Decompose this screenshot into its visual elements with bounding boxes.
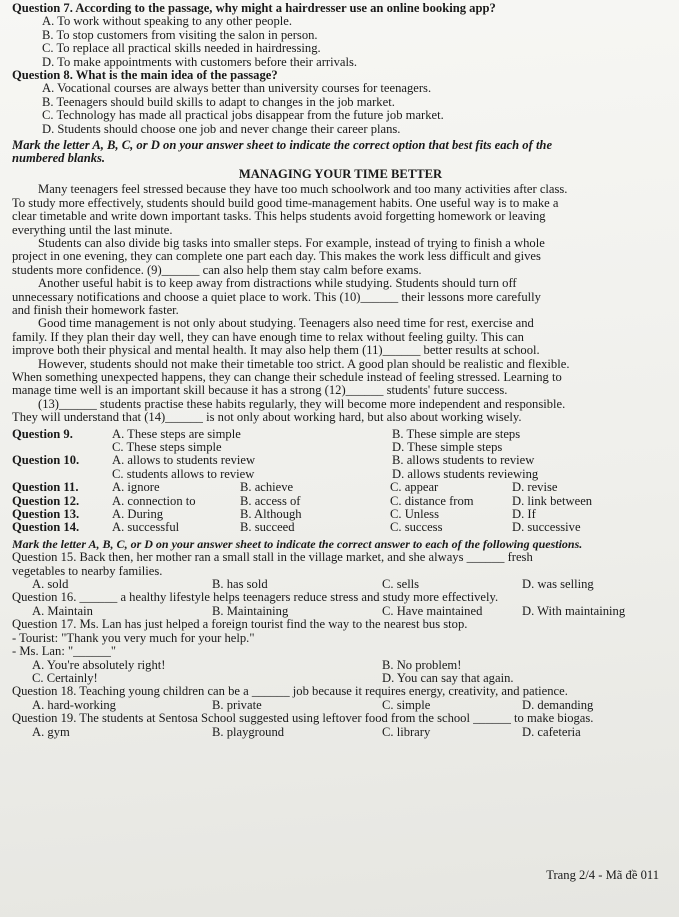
passage-line: When something unexpected happens, they can change their schedule instead of feeling stressed. Learning to bbox=[12, 370, 562, 384]
question-15-stem-2: vegetables to nearby families. bbox=[12, 564, 163, 578]
question-14-option-d: D. successive bbox=[512, 520, 581, 535]
question-17-options-1 bbox=[12, 659, 669, 672]
question-18-option-d: D. demanding bbox=[522, 697, 594, 712]
question-9-label: Question 9. bbox=[12, 426, 73, 441]
question-10-option-a: A. allows to students review bbox=[112, 453, 256, 468]
question-11-label: Question 11. bbox=[12, 480, 79, 495]
question-8-option-b: B. Teenagers should build skills to adapt to changes in the job market. bbox=[42, 95, 395, 109]
page-footer: Trang 2/4 - Mã đề 011 bbox=[546, 867, 659, 882]
question-17-option-a: A. You're absolutely right! bbox=[32, 657, 166, 672]
question-8-option-a: A. Vocational courses are always better than university courses for teenagers. bbox=[42, 82, 432, 96]
instruction-cloze-line-2: numbered blanks. bbox=[12, 152, 106, 166]
question-9-row-1 bbox=[12, 428, 669, 441]
question-7-option-d: D. To make appointments with customers before their arrivals. bbox=[42, 55, 358, 69]
question-14-option-b: B. succeed bbox=[240, 520, 295, 535]
question-16-option-a: A. Maintain bbox=[32, 603, 93, 618]
question-7-option-b: B. To stop customers from visiting the salon in person. bbox=[42, 28, 318, 42]
question-16-option-d: D. With maintaining bbox=[522, 603, 626, 618]
question-17-option-d: D. You can say that again. bbox=[382, 670, 514, 685]
passage-line: students more confidence. (9)______ can also help them stay calm before exams. bbox=[12, 263, 422, 277]
question-19-option-b: B. playground bbox=[212, 724, 285, 739]
question-12-option-a: A. connection to bbox=[112, 493, 196, 508]
question-10-option-b: B. allows students to review bbox=[392, 453, 535, 468]
question-14-option-c: C. success bbox=[390, 520, 443, 535]
question-13-row bbox=[12, 508, 669, 521]
question-12-label: Question 12. bbox=[12, 493, 80, 508]
question-10-row-2 bbox=[12, 468, 669, 481]
question-18-options bbox=[12, 699, 669, 712]
question-19-options bbox=[12, 726, 669, 739]
question-13-option-d: D. If bbox=[512, 507, 536, 522]
question-16-option-c: C. Have maintained bbox=[382, 603, 483, 618]
question-19-option-c: C. library bbox=[382, 724, 431, 739]
question-9-row-2 bbox=[12, 441, 669, 454]
cloze-options bbox=[12, 428, 669, 535]
passage-line: clear timetable and write down important tasks. This helps students avoid forgetting homework or leaving bbox=[12, 210, 546, 224]
question-15 bbox=[12, 551, 669, 591]
passage-title: MANAGING YOUR TIME BETTER bbox=[238, 166, 443, 181]
question-9-option-a: A. These steps are simple bbox=[112, 426, 241, 441]
question-8-option-d: D. Students should choose one job and never change their career plans. bbox=[42, 122, 401, 136]
question-12-row bbox=[12, 495, 669, 508]
question-8-stem: Question 8. What is the main idea of the passage? bbox=[12, 69, 278, 83]
passage-line: Students can also divide big tasks into smaller steps. For example, instead of trying to finish a whole bbox=[38, 236, 545, 250]
question-9-option-d: D. These simple steps bbox=[392, 440, 503, 454]
question-19 bbox=[12, 712, 669, 739]
question-17-options-2 bbox=[12, 672, 669, 685]
question-15-option-c: C. sells bbox=[382, 577, 420, 592]
passage-line: Another useful habit is to keep away from distractions while studying. Students should turn off bbox=[38, 277, 517, 291]
question-8-option-c: C. Technology has made all practical jobs disappear from the future job market. bbox=[42, 109, 444, 123]
question-9-option-b: B. These simple are steps bbox=[392, 426, 521, 441]
question-16-option-b: B. Maintaining bbox=[212, 603, 289, 618]
question-14-option-a: A. successful bbox=[112, 520, 180, 535]
question-18-option-b: B. private bbox=[212, 697, 262, 712]
question-7-option-a: A. To work without speaking to any other people. bbox=[42, 15, 293, 29]
passage-line: and finish their homework faster. bbox=[12, 303, 179, 317]
question-7-option-c: C. To replace all practical skills needed in hairdressing. bbox=[42, 42, 321, 56]
passage-line: unnecessary notifications and choose a quiet place to work. This (10)______ their lessons more carefully bbox=[12, 290, 541, 304]
question-11-option-c: C. appear bbox=[390, 480, 439, 495]
instruction-questions: Mark the letter A, B, C, or D on your answer sheet to indicate the correct answer to each of the following questions. bbox=[12, 537, 583, 551]
question-17-tourist-line: - Tourist: "Thank you very much for your help." bbox=[12, 631, 255, 645]
question-10-option-d: D. allows students reviewing bbox=[392, 466, 539, 481]
passage-body bbox=[12, 183, 669, 424]
question-11-option-d: D. revise bbox=[512, 480, 558, 495]
question-7 bbox=[12, 2, 669, 69]
question-19-option-d: D. cafeteria bbox=[522, 724, 581, 739]
passage-line: project in one evening, they can complete one part each day. This makes the work less difficult and gives bbox=[12, 250, 541, 264]
question-13-option-b: B. Although bbox=[240, 507, 302, 522]
passage-line: Many teenagers feel stressed because they have too much schoolwork and too many activities after class. bbox=[38, 183, 568, 197]
question-14-row bbox=[12, 521, 669, 534]
question-19-stem: Question 19. The students at Sentosa School suggested using leftover food from the school ______ to make biogas. bbox=[12, 712, 594, 726]
question-17-option-b: B. No problem! bbox=[382, 657, 462, 672]
question-15-option-d: D. was selling bbox=[522, 577, 594, 592]
question-13-option-c: C. Unless bbox=[390, 507, 439, 522]
question-10-row-1 bbox=[12, 454, 669, 467]
question-12-option-b: B. access of bbox=[240, 493, 301, 508]
question-17-option-c: C. Certainly! bbox=[32, 670, 98, 685]
question-16-stem: Question 16. ______ a healthy lifestyle helps teenagers reduce stress and study more effectively. bbox=[12, 591, 499, 605]
passage-line: However, students should not make their timetable too strict. A good plan should be realistic and flexible. bbox=[38, 357, 570, 371]
passage-line: To study more effectively, students should build good time-management habits. One useful way is to make a bbox=[12, 196, 559, 210]
passage-line: They will understand that (14)______ is not only about working hard, but also about working wisely. bbox=[12, 411, 522, 425]
question-7-stem: Question 7. According to the passage, why might a hairdresser use an online booking app? bbox=[12, 2, 496, 15]
question-16 bbox=[12, 591, 669, 618]
question-18-stem: Question 18. Teaching young children can be a ______ job because it requires energy, creativity, and patience. bbox=[12, 685, 568, 699]
passage-line: improve both their physical and mental health. It may also help them (11)______ better results at school. bbox=[12, 344, 540, 358]
instruction-cloze-line-1: Mark the letter A, B, C, or D on your answer sheet to indicate the correct option that best fits each of the bbox=[12, 139, 553, 153]
question-18-option-a: A. hard-working bbox=[32, 697, 116, 712]
question-15-option-b: B. has sold bbox=[212, 577, 268, 592]
question-17 bbox=[12, 618, 669, 685]
passage-line: manage time well is an important skill because it has a strong (12)______ students' future success. bbox=[12, 384, 508, 398]
question-11-option-a: A. ignore bbox=[112, 480, 160, 495]
question-10-label: Question 10. bbox=[12, 453, 80, 468]
question-8 bbox=[12, 69, 669, 136]
question-16-options bbox=[12, 605, 669, 618]
question-15-stem-1: Question 15. Back then, her mother ran a small stall in the village market, and she always ______ fresh bbox=[12, 551, 533, 565]
question-14-label: Question 14. bbox=[12, 520, 80, 535]
question-18 bbox=[12, 685, 669, 712]
question-11-option-b: B. achieve bbox=[240, 480, 294, 495]
question-10-option-c: C. students allows to review bbox=[112, 466, 255, 481]
question-19-option-a: A. gym bbox=[32, 724, 70, 739]
question-13-label: Question 13. bbox=[12, 507, 80, 522]
passage-line: family. If they plan their day well, they can have enough time to relax without feeling guilty. This can bbox=[12, 330, 524, 344]
question-15-options bbox=[12, 578, 669, 591]
question-17-lan-line: - Ms. Lan: "______" bbox=[12, 645, 117, 659]
question-12-option-d: D. link between bbox=[512, 493, 593, 508]
question-18-option-c: C. simple bbox=[382, 697, 431, 712]
question-9-option-c: C. These steps simple bbox=[112, 440, 222, 454]
question-12-option-c: C. distance from bbox=[390, 493, 474, 508]
passage-line: Good time management is not only about studying. Teenagers also need time for rest, exercise and bbox=[38, 317, 534, 331]
question-13-option-a: A. During bbox=[112, 507, 164, 522]
passage-line: everything until the last minute. bbox=[12, 223, 173, 237]
question-15-option-a: A. sold bbox=[32, 577, 69, 592]
question-11-row bbox=[12, 481, 669, 494]
question-17-stem: Question 17. Ms. Lan has just helped a foreign tourist find the way to the nearest bus stop. bbox=[12, 618, 468, 632]
passage-line: (13)______ students practise these habits regularly, they will become more independent and responsible. bbox=[38, 397, 566, 411]
